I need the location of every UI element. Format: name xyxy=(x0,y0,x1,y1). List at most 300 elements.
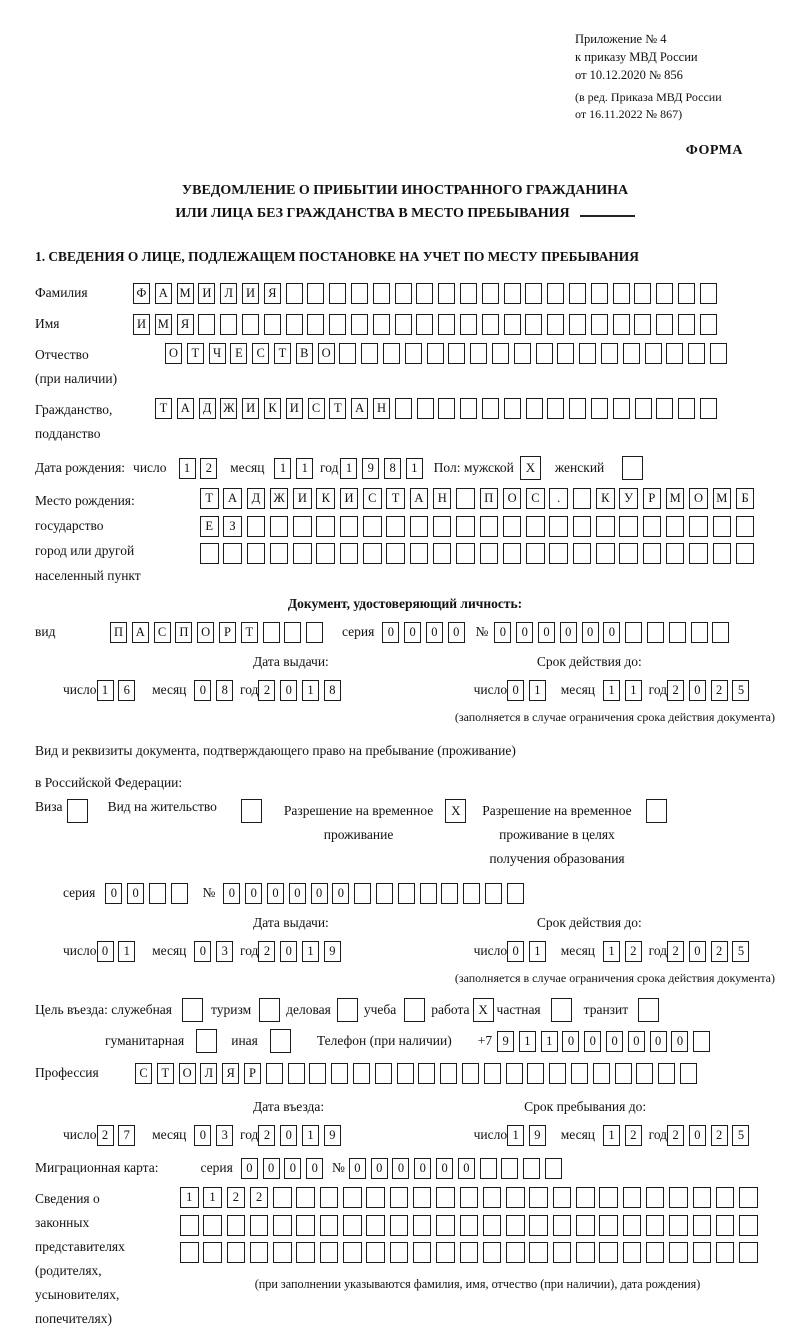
legal-representatives-line1-cell[interactable] xyxy=(599,1187,618,1208)
id-doc-number-cell[interactable]: 0 xyxy=(603,622,620,643)
birthplace-line2-cell[interactable]: З xyxy=(223,516,242,537)
legal-representatives-line3-cell[interactable] xyxy=(227,1242,246,1263)
phone-cell[interactable]: 9 xyxy=(497,1031,514,1052)
firstname-cell[interactable] xyxy=(242,314,259,335)
surname-cell[interactable] xyxy=(482,283,499,304)
id-valid-month-cell[interactable]: 1 xyxy=(603,680,620,701)
birthplace-line1-cell[interactable]: К xyxy=(316,488,335,509)
birthplace-line2-cell[interactable] xyxy=(713,516,732,537)
id-doc-number-cell[interactable]: 0 xyxy=(494,622,511,643)
patronymic-cell[interactable]: С xyxy=(252,343,269,364)
permit-number-cell[interactable] xyxy=(485,883,502,904)
profession-cell[interactable] xyxy=(636,1063,653,1084)
birthplace-line2-cell[interactable] xyxy=(340,516,359,537)
entry-day-cell[interactable]: 7 xyxy=(118,1125,135,1146)
id-doc-series-cell[interactable]: 0 xyxy=(426,622,443,643)
birth-month-cell[interactable]: 1 xyxy=(296,458,313,479)
stay-day-cell[interactable]: 1 xyxy=(507,1125,524,1146)
birthplace-line1-cell[interactable]: И xyxy=(293,488,312,509)
migration-card-number-cell[interactable]: 0 xyxy=(349,1158,366,1179)
legal-representatives-line3-cell[interactable] xyxy=(529,1242,548,1263)
purpose-tourism-checkbox[interactable] xyxy=(259,998,280,1022)
legal-representatives-line3-cell[interactable] xyxy=(366,1242,385,1263)
id-doc-series-cell[interactable]: 0 xyxy=(448,622,465,643)
legal-representatives-line2-cell[interactable] xyxy=(599,1215,618,1236)
legal-representatives-line1-cell[interactable]: 2 xyxy=(250,1187,269,1208)
profession-cell[interactable] xyxy=(418,1063,435,1084)
citizenship-cell[interactable]: Т xyxy=(155,398,172,419)
id-valid-year-cell[interactable]: 5 xyxy=(732,680,749,701)
surname-cell[interactable] xyxy=(656,283,673,304)
birthplace-line1-cell[interactable]: К xyxy=(596,488,615,509)
stay-month-cell[interactable]: 1 xyxy=(603,1125,620,1146)
legal-representatives-line1-cell[interactable] xyxy=(320,1187,339,1208)
phone-cell[interactable] xyxy=(693,1031,710,1052)
purpose-work-checkbox[interactable]: X xyxy=(473,998,494,1022)
birthplace-line3-cell[interactable] xyxy=(503,543,522,564)
permit-number-cell[interactable] xyxy=(376,883,393,904)
id-issue-year-cell[interactable]: 0 xyxy=(280,680,297,701)
profession-cell[interactable] xyxy=(397,1063,414,1084)
permit-number-cell[interactable]: 0 xyxy=(289,883,306,904)
legal-representatives-line3-cell[interactable] xyxy=(460,1242,479,1263)
purpose-humanitarian-checkbox[interactable] xyxy=(196,1029,217,1053)
stay-month-cell[interactable]: 2 xyxy=(625,1125,642,1146)
legal-representatives-line1-cell[interactable] xyxy=(390,1187,409,1208)
profession-cell[interactable] xyxy=(309,1063,326,1084)
birthplace-line3-cell[interactable] xyxy=(713,543,732,564)
birthplace-line2-cell[interactable] xyxy=(247,516,266,537)
profession-cell[interactable]: Р xyxy=(244,1063,261,1084)
permit-number-cell[interactable]: 0 xyxy=(223,883,240,904)
stay-year-cell[interactable]: 2 xyxy=(711,1125,728,1146)
legal-representatives-line1-cell[interactable] xyxy=(553,1187,572,1208)
patronymic-cell[interactable] xyxy=(405,343,422,364)
birthplace-line1-cell[interactable] xyxy=(573,488,592,509)
legal-representatives-line2-cell[interactable] xyxy=(529,1215,548,1236)
patronymic-cell[interactable]: Е xyxy=(230,343,247,364)
legal-representatives-line3-cell[interactable] xyxy=(320,1242,339,1263)
citizenship-cell[interactable] xyxy=(504,398,521,419)
patronymic-cell[interactable]: Т xyxy=(187,343,204,364)
birthplace-line3-cell[interactable] xyxy=(596,543,615,564)
legal-representatives-line1-cell[interactable] xyxy=(506,1187,525,1208)
firstname-cell[interactable]: И xyxy=(133,314,150,335)
permit-number-cell[interactable] xyxy=(507,883,524,904)
legal-representatives-line2-cell[interactable] xyxy=(366,1215,385,1236)
citizenship-cell[interactable] xyxy=(482,398,499,419)
birthplace-line3-cell[interactable] xyxy=(340,543,359,564)
legal-representatives-line1-cell[interactable] xyxy=(716,1187,735,1208)
id-doc-number-cell[interactable] xyxy=(712,622,729,643)
firstname-cell[interactable] xyxy=(613,314,630,335)
legal-representatives-line1-cell[interactable] xyxy=(623,1187,642,1208)
firstname-cell[interactable]: Я xyxy=(177,314,194,335)
id-doc-number-cell[interactable]: 0 xyxy=(582,622,599,643)
birthplace-line3-cell[interactable] xyxy=(410,543,429,564)
legal-representatives-line3-cell[interactable] xyxy=(296,1242,315,1263)
permit-series-cell[interactable] xyxy=(171,883,188,904)
surname-cell[interactable] xyxy=(613,283,630,304)
patronymic-cell[interactable] xyxy=(361,343,378,364)
citizenship-cell[interactable] xyxy=(613,398,630,419)
legal-representatives-line2-cell[interactable] xyxy=(693,1215,712,1236)
id-issue-year-cell[interactable]: 1 xyxy=(302,680,319,701)
firstname-cell[interactable] xyxy=(264,314,281,335)
birthplace-line2-cell[interactable] xyxy=(293,516,312,537)
profession-cell[interactable]: О xyxy=(179,1063,196,1084)
birthplace-line1-cell[interactable]: О xyxy=(689,488,708,509)
birthplace-line3-cell[interactable] xyxy=(480,543,499,564)
legal-representatives-line2-cell[interactable] xyxy=(460,1215,479,1236)
legal-representatives-line1-cell[interactable] xyxy=(483,1187,502,1208)
profession-cell[interactable] xyxy=(680,1063,697,1084)
surname-cell[interactable]: А xyxy=(155,283,172,304)
surname-cell[interactable] xyxy=(569,283,586,304)
permit-number-cell[interactable] xyxy=(420,883,437,904)
birthplace-line2-cell[interactable] xyxy=(433,516,452,537)
surname-cell[interactable]: И xyxy=(242,283,259,304)
stay-year-cell[interactable]: 5 xyxy=(732,1125,749,1146)
profession-cell[interactable] xyxy=(266,1063,283,1084)
birthplace-line2-cell[interactable] xyxy=(410,516,429,537)
patronymic-cell[interactable] xyxy=(492,343,509,364)
birthplace-line1-cell[interactable]: . xyxy=(549,488,568,509)
birthplace-line1-cell[interactable]: Т xyxy=(200,488,219,509)
profession-cell[interactable] xyxy=(571,1063,588,1084)
birthplace-line3-cell[interactable] xyxy=(247,543,266,564)
birthplace-line1-cell[interactable]: А xyxy=(223,488,242,509)
profession-cell[interactable] xyxy=(462,1063,479,1084)
surname-cell[interactable] xyxy=(634,283,651,304)
id-doc-type-cell[interactable]: А xyxy=(132,622,149,643)
legal-representatives-line1-cell[interactable] xyxy=(273,1187,292,1208)
patronymic-cell[interactable] xyxy=(666,343,683,364)
birthplace-line3-cell[interactable] xyxy=(549,543,568,564)
phone-cell[interactable]: 0 xyxy=(650,1031,667,1052)
legal-representatives-line2-cell[interactable] xyxy=(296,1215,315,1236)
legal-representatives-line2-cell[interactable] xyxy=(273,1215,292,1236)
permit-issue-month-cell[interactable]: 3 xyxy=(216,941,233,962)
birthplace-line3-cell[interactable] xyxy=(456,543,475,564)
legal-representatives-line1-cell[interactable] xyxy=(413,1187,432,1208)
birthplace-line2-cell[interactable] xyxy=(386,516,405,537)
patronymic-cell[interactable]: В xyxy=(296,343,313,364)
permit-number-cell[interactable]: 0 xyxy=(311,883,328,904)
legal-representatives-line1-cell[interactable] xyxy=(529,1187,548,1208)
surname-cell[interactable]: Л xyxy=(220,283,237,304)
birth-month-cell[interactable]: 1 xyxy=(274,458,291,479)
migration-card-number-cell[interactable] xyxy=(501,1158,518,1179)
legal-representatives-line1-cell[interactable] xyxy=(576,1187,595,1208)
migration-card-series-cell[interactable]: 0 xyxy=(241,1158,258,1179)
surname-cell[interactable] xyxy=(525,283,542,304)
id-doc-number-cell[interactable]: 0 xyxy=(538,622,555,643)
legal-representatives-line3-cell[interactable] xyxy=(669,1242,688,1263)
id-doc-number-cell[interactable]: 0 xyxy=(516,622,533,643)
legal-representatives-line3-cell[interactable] xyxy=(599,1242,618,1263)
birthplace-line2-cell[interactable] xyxy=(526,516,545,537)
patronymic-cell[interactable] xyxy=(427,343,444,364)
surname-cell[interactable] xyxy=(416,283,433,304)
id-issue-month-cell[interactable]: 8 xyxy=(216,680,233,701)
patronymic-cell[interactable] xyxy=(470,343,487,364)
birthplace-line1-cell[interactable]: И xyxy=(340,488,359,509)
entry-year-cell[interactable]: 1 xyxy=(302,1125,319,1146)
id-issue-day-cell[interactable]: 1 xyxy=(97,680,114,701)
patronymic-cell[interactable] xyxy=(514,343,531,364)
patronymic-cell[interactable] xyxy=(536,343,553,364)
permit-issue-month-cell[interactable]: 0 xyxy=(194,941,211,962)
patronymic-cell[interactable] xyxy=(448,343,465,364)
firstname-cell[interactable] xyxy=(373,314,390,335)
legal-representatives-line2-cell[interactable] xyxy=(436,1215,455,1236)
birthplace-line3-cell[interactable] xyxy=(200,543,219,564)
migration-card-series-cell[interactable]: 0 xyxy=(284,1158,301,1179)
permit-series-cell[interactable] xyxy=(149,883,166,904)
surname-cell[interactable] xyxy=(373,283,390,304)
id-doc-type-cell[interactable]: Т xyxy=(241,622,258,643)
id-doc-number-cell[interactable] xyxy=(647,622,664,643)
profession-cell[interactable]: Я xyxy=(222,1063,239,1084)
purpose-business-checkbox[interactable] xyxy=(337,998,358,1022)
sex-female-checkbox[interactable] xyxy=(622,456,643,480)
birthplace-line1-cell[interactable]: О xyxy=(503,488,522,509)
birthplace-line2-cell[interactable] xyxy=(316,516,335,537)
legal-representatives-line3-cell[interactable] xyxy=(390,1242,409,1263)
id-doc-type-cell[interactable]: Р xyxy=(219,622,236,643)
permit-series-cell[interactable]: 0 xyxy=(105,883,122,904)
birthplace-line1-cell[interactable]: У xyxy=(619,488,638,509)
legal-representatives-line3-cell[interactable] xyxy=(716,1242,735,1263)
firstname-cell[interactable] xyxy=(438,314,455,335)
purpose-transit-checkbox[interactable] xyxy=(638,998,659,1022)
id-valid-day-cell[interactable]: 0 xyxy=(507,680,524,701)
permit-valid-month-cell[interactable]: 1 xyxy=(603,941,620,962)
profession-cell[interactable] xyxy=(549,1063,566,1084)
legal-representatives-line3-cell[interactable] xyxy=(693,1242,712,1263)
legal-representatives-line2-cell[interactable] xyxy=(553,1215,572,1236)
legal-representatives-line1-cell[interactable] xyxy=(436,1187,455,1208)
legal-representatives-line3-cell[interactable] xyxy=(623,1242,642,1263)
permit-number-cell[interactable]: 0 xyxy=(332,883,349,904)
birthplace-line1-cell[interactable]: П xyxy=(480,488,499,509)
birthplace-line2-cell[interactable] xyxy=(689,516,708,537)
legal-representatives-line3-cell[interactable] xyxy=(553,1242,572,1263)
birthplace-line2-cell[interactable] xyxy=(456,516,475,537)
phone-cell[interactable]: 0 xyxy=(671,1031,688,1052)
id-doc-type-cell[interactable]: С xyxy=(154,622,171,643)
patronymic-cell[interactable] xyxy=(623,343,640,364)
phone-cell[interactable]: 1 xyxy=(519,1031,536,1052)
migration-card-number-cell[interactable]: 0 xyxy=(458,1158,475,1179)
legal-representatives-line2-cell[interactable] xyxy=(227,1215,246,1236)
birthplace-line2-cell[interactable] xyxy=(596,516,615,537)
birthplace-line3-cell[interactable] xyxy=(316,543,335,564)
legal-representatives-line2-cell[interactable] xyxy=(413,1215,432,1236)
firstname-cell[interactable] xyxy=(591,314,608,335)
permit-valid-year-cell[interactable]: 2 xyxy=(667,941,684,962)
surname-cell[interactable] xyxy=(547,283,564,304)
stay-year-cell[interactable]: 2 xyxy=(667,1125,684,1146)
citizenship-cell[interactable] xyxy=(656,398,673,419)
legal-representatives-line3-cell[interactable] xyxy=(180,1242,199,1263)
birthplace-line2-cell[interactable] xyxy=(619,516,638,537)
profession-cell[interactable] xyxy=(331,1063,348,1084)
birthplace-line3-cell[interactable] xyxy=(386,543,405,564)
birthplace-line3-cell[interactable] xyxy=(270,543,289,564)
surname-cell[interactable] xyxy=(329,283,346,304)
firstname-cell[interactable] xyxy=(547,314,564,335)
permit-issue-year-cell[interactable]: 2 xyxy=(258,941,275,962)
id-doc-type-cell[interactable] xyxy=(306,622,323,643)
firstname-cell[interactable] xyxy=(286,314,303,335)
permit-number-cell[interactable] xyxy=(354,883,371,904)
permit-valid-day-cell[interactable]: 1 xyxy=(529,941,546,962)
birthplace-line3-cell[interactable] xyxy=(689,543,708,564)
id-doc-type-cell[interactable] xyxy=(284,622,301,643)
patronymic-cell[interactable]: Т xyxy=(274,343,291,364)
permit-issue-day-cell[interactable]: 0 xyxy=(97,941,114,962)
birthplace-line1-cell[interactable]: Р xyxy=(643,488,662,509)
surname-cell[interactable]: М xyxy=(177,283,194,304)
birthplace-line3-cell[interactable] xyxy=(573,543,592,564)
citizenship-cell[interactable]: Т xyxy=(329,398,346,419)
birthplace-line1-cell[interactable]: М xyxy=(666,488,685,509)
firstname-cell[interactable] xyxy=(482,314,499,335)
legal-representatives-line2-cell[interactable] xyxy=(623,1215,642,1236)
migration-card-number-cell[interactable] xyxy=(523,1158,540,1179)
legal-representatives-line1-cell[interactable]: 1 xyxy=(203,1187,222,1208)
patronymic-cell[interactable]: О xyxy=(165,343,182,364)
surname-cell[interactable] xyxy=(591,283,608,304)
phone-cell[interactable]: 1 xyxy=(541,1031,558,1052)
id-valid-day-cell[interactable]: 1 xyxy=(529,680,546,701)
citizenship-cell[interactable] xyxy=(460,398,477,419)
citizenship-cell[interactable] xyxy=(591,398,608,419)
legal-representatives-line3-cell[interactable] xyxy=(576,1242,595,1263)
permit-valid-day-cell[interactable]: 0 xyxy=(507,941,524,962)
firstname-cell[interactable] xyxy=(351,314,368,335)
permit-issue-day-cell[interactable]: 1 xyxy=(118,941,135,962)
permit-number-cell[interactable]: 0 xyxy=(267,883,284,904)
permit-issue-year-cell[interactable]: 9 xyxy=(324,941,341,962)
purpose-study-checkbox[interactable] xyxy=(404,998,425,1022)
legal-representatives-line3-cell[interactable] xyxy=(436,1242,455,1263)
birthplace-line1-cell[interactable]: Т xyxy=(386,488,405,509)
patronymic-cell[interactable] xyxy=(339,343,356,364)
citizenship-cell[interactable]: К xyxy=(264,398,281,419)
birth-year-cell[interactable]: 9 xyxy=(362,458,379,479)
legal-representatives-line2-cell[interactable] xyxy=(343,1215,362,1236)
citizenship-cell[interactable] xyxy=(395,398,412,419)
legal-representatives-line3-cell[interactable] xyxy=(413,1242,432,1263)
birthplace-line2-cell[interactable]: Е xyxy=(200,516,219,537)
id-valid-year-cell[interactable]: 2 xyxy=(667,680,684,701)
migration-card-series-cell[interactable]: 0 xyxy=(306,1158,323,1179)
surname-cell[interactable] xyxy=(504,283,521,304)
legal-representatives-line3-cell[interactable] xyxy=(506,1242,525,1263)
birthplace-line3-cell[interactable] xyxy=(736,543,755,564)
legal-representatives-line2-cell[interactable] xyxy=(716,1215,735,1236)
birthplace-line1-cell[interactable]: С xyxy=(363,488,382,509)
id-valid-month-cell[interactable]: 1 xyxy=(625,680,642,701)
entry-day-cell[interactable]: 2 xyxy=(97,1125,114,1146)
birthplace-line2-cell[interactable] xyxy=(666,516,685,537)
birthplace-line2-cell[interactable] xyxy=(643,516,662,537)
birthplace-line3-cell[interactable] xyxy=(643,543,662,564)
patronymic-cell[interactable]: О xyxy=(318,343,335,364)
citizenship-cell[interactable] xyxy=(700,398,717,419)
firstname-cell[interactable] xyxy=(307,314,324,335)
patronymic-cell[interactable] xyxy=(601,343,618,364)
profession-cell[interactable]: С xyxy=(135,1063,152,1084)
entry-year-cell[interactable]: 2 xyxy=(258,1125,275,1146)
migration-card-number-cell[interactable]: 0 xyxy=(371,1158,388,1179)
firstname-cell[interactable] xyxy=(198,314,215,335)
surname-cell[interactable]: Ф xyxy=(133,283,150,304)
birthplace-line3-cell[interactable] xyxy=(666,543,685,564)
birthplace-line2-cell[interactable] xyxy=(549,516,568,537)
birth-year-cell[interactable]: 1 xyxy=(406,458,423,479)
surname-cell[interactable] xyxy=(460,283,477,304)
id-doc-type-cell[interactable] xyxy=(263,622,280,643)
id-doc-type-cell[interactable]: П xyxy=(110,622,127,643)
patronymic-cell[interactable]: Ч xyxy=(209,343,226,364)
migration-card-number-cell[interactable] xyxy=(545,1158,562,1179)
citizenship-cell[interactable] xyxy=(526,398,543,419)
birthplace-line3-cell[interactable] xyxy=(619,543,638,564)
id-doc-type-cell[interactable]: О xyxy=(197,622,214,643)
birthplace-line1-cell[interactable]: Д xyxy=(247,488,266,509)
phone-cell[interactable]: 0 xyxy=(628,1031,645,1052)
birthplace-line2-cell[interactable] xyxy=(270,516,289,537)
legal-representatives-line2-cell[interactable] xyxy=(390,1215,409,1236)
birthplace-line2-cell[interactable] xyxy=(363,516,382,537)
migration-card-series-cell[interactable]: 0 xyxy=(263,1158,280,1179)
migration-card-number-cell[interactable]: 0 xyxy=(414,1158,431,1179)
legal-representatives-line1-cell[interactable]: 2 xyxy=(227,1187,246,1208)
profession-cell[interactable] xyxy=(658,1063,675,1084)
birthplace-line1-cell[interactable]: С xyxy=(526,488,545,509)
firstname-cell[interactable] xyxy=(220,314,237,335)
phone-cell[interactable]: 0 xyxy=(606,1031,623,1052)
firstname-cell[interactable] xyxy=(634,314,651,335)
birthplace-line3-cell[interactable] xyxy=(223,543,242,564)
legal-representatives-line2-cell[interactable] xyxy=(669,1215,688,1236)
birthplace-line3-cell[interactable] xyxy=(293,543,312,564)
surname-cell[interactable] xyxy=(438,283,455,304)
id-issue-day-cell[interactable]: 6 xyxy=(118,680,135,701)
migration-card-number-cell[interactable]: 0 xyxy=(436,1158,453,1179)
permit-number-cell[interactable] xyxy=(398,883,415,904)
permit-issue-year-cell[interactable]: 0 xyxy=(280,941,297,962)
legal-representatives-line2-cell[interactable] xyxy=(250,1215,269,1236)
id-doc-number-cell[interactable]: 0 xyxy=(560,622,577,643)
birth-year-cell[interactable]: 8 xyxy=(384,458,401,479)
legal-representatives-line2-cell[interactable] xyxy=(739,1215,758,1236)
id-doc-series-cell[interactable]: 0 xyxy=(404,622,421,643)
profession-cell[interactable] xyxy=(440,1063,457,1084)
firstname-cell[interactable] xyxy=(416,314,433,335)
surname-cell[interactable] xyxy=(700,283,717,304)
firstname-cell[interactable] xyxy=(678,314,695,335)
legal-representatives-line2-cell[interactable] xyxy=(203,1215,222,1236)
citizenship-cell[interactable] xyxy=(417,398,434,419)
id-issue-month-cell[interactable]: 0 xyxy=(194,680,211,701)
purpose-private-checkbox[interactable] xyxy=(551,998,572,1022)
legal-representatives-line2-cell[interactable] xyxy=(506,1215,525,1236)
